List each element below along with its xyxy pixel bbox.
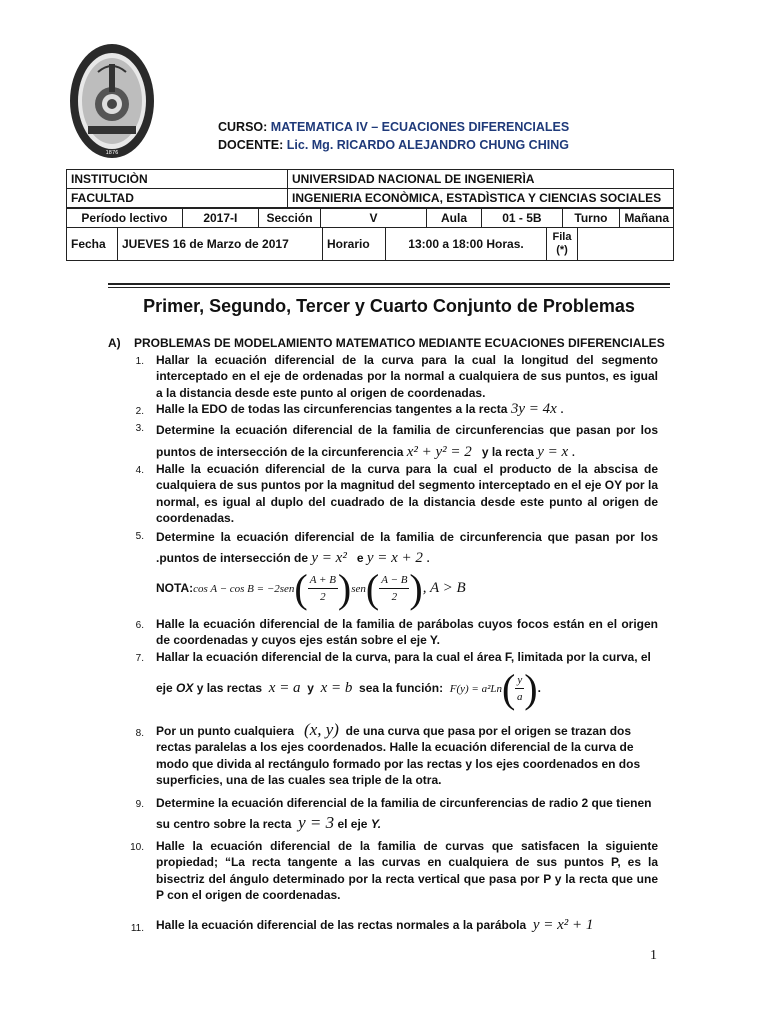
info-table-period [66, 208, 674, 228]
problem-5-number: 5. [135, 531, 144, 542]
info-table-institution [66, 169, 674, 208]
problem-4-text: Halle la ecuación diferencial de la curva para la cual el producto de la abscisa de cualquiera de sus puntos por la magnitud del segmento interceptado en el eje OY por la normal, es igual al duplo del cuadrado de la distancia desde este punto al origen de coordenadas. [156, 462, 658, 525]
problem-5-note: NOTA:cos A − cos B = −2sen( $\frac{A + B}{2}$ )sen( $\frac{A - B}{2}$ ), A > B [156, 565, 466, 611]
section-label: Sección [258, 209, 320, 228]
problem-11: Halle la ecuación diferencial de las rectas normales a la parábola y = x² + 1 [156, 917, 594, 933]
problem-9-number: 9. [135, 799, 144, 810]
row-label: Fila (*) [547, 228, 578, 261]
room-value: 01 - 5B [482, 209, 562, 228]
table-row [67, 228, 674, 261]
problem-3: Determine la ecuación diferencial de la familia de circunferencias que pasan por los puntos de intersección de la circunferencia x² + y² = 2 y la recta y = x . [156, 423, 658, 460]
schedule-value: 13:00 a 18:00 Horas. [386, 228, 547, 261]
course-name: MATEMATICA IV – ECUACIONES DIFERENCIALES [270, 120, 570, 134]
shift-value: Mañana [620, 209, 674, 228]
period-label: Período lectivo [67, 209, 183, 228]
teacher-name: Lic. Mg. RICARDO ALEJANDRO CHUNG CHING [286, 138, 569, 152]
problem-5: Determine la ecuación diferencial de la familia de circunferencia que pasan por los .puntos de intersección de y = x² e y = x + 2 . [156, 530, 658, 566]
problem-8-number: 8. [135, 728, 144, 739]
table-row [67, 209, 674, 228]
section-a-heading: A) PROBLEMAS DE MODELAMIENTO MATEMATICO MEDIANTE ECUACIONES DIFERENCIALES [108, 336, 665, 350]
institution-value: UNIVERSIDAD NACIONAL DE INGENIERÌA [288, 170, 674, 189]
university-seal-logo [68, 42, 156, 160]
shift-label: Turno [562, 209, 620, 228]
problem-3-number: 3. [135, 423, 144, 434]
problem-10-text: Halle la ecuación diferencial de la familia de curvas que satisfacen la siguiente propiedad; “La recta tangente a las curvas en cualquiera de sus puntos P, es la bisectriz del ángulo determinado por la recta vertical que pasa por P y la recta que une P con el origen de coordenadas. [156, 839, 658, 902]
problem-1-number: 1. [135, 356, 144, 367]
table-row [67, 189, 674, 208]
course-header [218, 118, 569, 154]
problem-7-line2: eje OX y las rectas x = a y x = b sea la función: F(y) = a²Ln( $\frac{y}{a}$ ). [156, 665, 541, 711]
title-divider-thin [108, 287, 670, 288]
problem-11-number: 11. [130, 923, 144, 934]
problem-2-number: 2. [135, 406, 144, 417]
section-value: V [321, 209, 427, 228]
problem-9-line1: Determine la ecuación diferencial de la familia de circunferencias de radio 2 que tienen [156, 796, 652, 810]
title-divider [108, 283, 670, 285]
problem-2-math: 3y = 4x . [510, 401, 565, 417]
problem-2: Halle la EDO de todas las circunferencias tangentes a la recta 3y = 4x . [156, 401, 565, 417]
period-value: 2017-I [182, 209, 258, 228]
svg-text:1876: 1876 [105, 150, 119, 156]
faculty-label: FACULTAD [67, 189, 288, 208]
schedule-label: Horario [323, 228, 386, 261]
teacher-line: DOCENTE: Lic. Mg. RICARDO ALEJANDRO CHUNG CHING [218, 138, 569, 152]
problem-7-number: 7. [135, 653, 144, 664]
page-number: 1 [650, 948, 657, 963]
faculty-value: INGENIERIA ECONÒMICA, ESTADÌSTICA Y CIENCIAS SOCIALES [288, 189, 674, 208]
problem-8: Por un punto cualquiera (x, y) de una curva que pasa por el origen se trazan dos rectas paralelas a los ejes coordenados. Halle la ecuación diferencial de la curva de modo que divida al rectángulo formado por las rectas y los ejes coordenados en dos superficies, una de las cuales sea triple de la otra. [156, 720, 641, 787]
room-label: Aula [426, 209, 481, 228]
date-label: Fecha [67, 228, 118, 261]
problem-10-number: 10. [130, 842, 144, 853]
page-title: Primer, Segundo, Tercer y Cuarto Conjunto de Problemas [143, 296, 635, 316]
problem-6-number: 6. [135, 620, 144, 631]
course-line: CURSO: MATEMATICA IV – ECUACIONES DIFERENCIALES [218, 120, 570, 134]
problem-4-number: 4. [135, 465, 144, 476]
table-row [67, 170, 674, 189]
problem-7-line1: Hallar la ecuación diferencial de la curva, para la cual el área F, limitada por la curva, el [156, 650, 651, 664]
info-table-schedule [66, 227, 674, 261]
problem-1-text: Hallar la ecuación diferencial de la curva para la cual la longitud del segmento interceptado en el eje de ordenadas por la normal a cualquiera de sus puntos, es igual a la distancia desde este punto al origen de coordenadas. [156, 353, 658, 400]
problem-6-text: Halle la ecuación diferencial de la familia de parábolas cuyos focos están en el origen de coordenadas y cuyos ejes están sobre el eje Y. [156, 617, 658, 648]
date-value: JUEVES 16 de Marzo de 2017 [118, 228, 323, 261]
problem-9-line2: su centro sobre la recta y = 3 el eje Y. [156, 813, 382, 832]
row-value [578, 228, 674, 261]
institution-label: INSTITUCIÒN [67, 170, 288, 189]
